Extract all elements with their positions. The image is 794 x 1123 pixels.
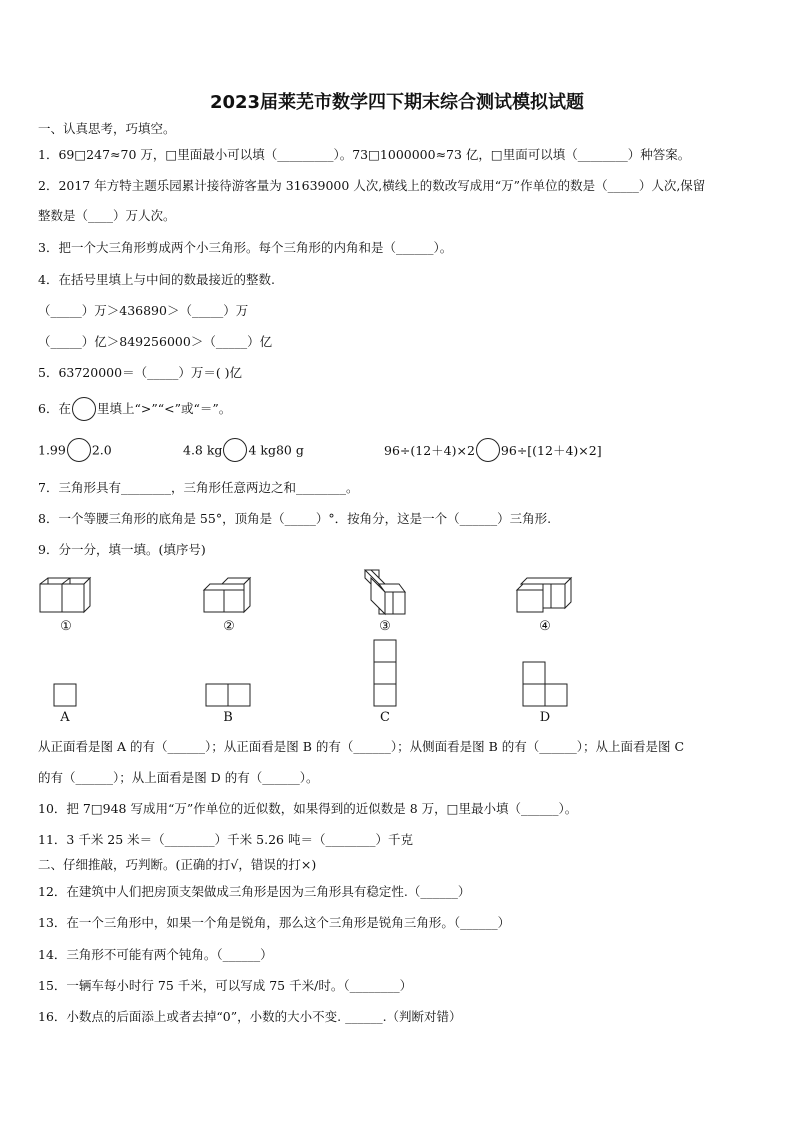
question-12: 12．在建筑中人们把房顶支架做成三角形是因为三角形具有稳定性.（______） [38, 884, 471, 899]
cube-figure-1 [38, 576, 94, 616]
cube-figure-3 [363, 568, 409, 616]
figure-label-3: ③ [379, 619, 391, 634]
question-5: 5．63720000＝（_____）万＝( )亿 [38, 365, 243, 380]
compare-1-right: 2.0 [91, 442, 112, 458]
view-label-b: B [223, 710, 233, 725]
question-4-row-b: （_____）亿＞849256000＞（_____）亿 [38, 334, 273, 349]
question-10: 10．把 7□948 写成用“万”作单位的近似数，如果得到的近似数是 8 万，□里最小填（______）。 [38, 801, 578, 816]
compare-2-right: 4 kg80 g [248, 442, 304, 458]
cube-figure-4 [515, 576, 575, 616]
question-7: 7．三角形具有________，三角形任意两边之和________。 [38, 480, 359, 495]
view-figure-a [53, 683, 77, 707]
view-figure-c [373, 639, 397, 707]
question-2-line1: 2．2017 年方特主题乐园累计接待游客量为 31639000 人次,横线上的数改写成用“万”作单位的数是（_____）人次,保留 [38, 178, 706, 193]
view-label-d: D [539, 710, 551, 725]
compare-item-2 [183, 438, 304, 462]
section-heading-2: 二、仔细推敲，巧判断。(正确的打√，错误的打×) [38, 857, 317, 872]
compare-3-right: 96÷[(12＋4)×2] [500, 443, 602, 458]
section-heading-1: 一、认真思考，巧填空。 [38, 121, 176, 136]
blank-circle-icon [67, 438, 91, 462]
compare-1-left: 1.99 [38, 442, 66, 458]
compare-item-3 [384, 438, 602, 462]
question-3: 3．把一个大三角形剪成两个小三角形。每个三角形的内角和是（______）。 [38, 240, 453, 255]
question-6-suffix: 里填上“>”“<”或“＝”。 [96, 401, 232, 416]
question-9-answer-line2: 的有（______）；从上面看是图 D 的有（______）。 [38, 770, 319, 785]
question-6 [38, 397, 231, 421]
question-16: 16．小数点的后面添上或者去掉“0”，小数的大小不变. ______.（判断对错） [38, 1009, 462, 1024]
view-label-a: A [60, 710, 70, 725]
blank-circle-icon [476, 438, 500, 462]
compare-item-1 [38, 438, 112, 462]
figure-label-1: ① [60, 619, 72, 634]
question-13: 13．在一个三角形中，如果一个角是锐角，那么这个三角形是锐角三角形。（______） [38, 915, 511, 930]
question-15: 15．一辆车每小时行 75 千米，可以写成 75 千米/时。（________） [38, 978, 413, 993]
question-9: 9．分一分，填一填。(填序号) [38, 542, 206, 557]
question-6-prefix: 6．在 [38, 401, 71, 416]
view-figure-b [205, 683, 251, 707]
figure-label-4: ④ [539, 619, 551, 634]
figure-label-2: ② [223, 619, 235, 634]
question-8: 8．一个等腰三角形的底角是 55°，顶角是（_____）°．按角分，这是一个（______）三角形. [38, 511, 552, 526]
question-4-row-a: （_____）万＞436890＞（_____）万 [38, 303, 249, 318]
compare-3-left: 96÷(12＋4)×2 [384, 443, 475, 458]
cube-figure-2 [202, 576, 258, 616]
question-9-answer-line1: 从正面看是图 A 的有（______）；从正面看是图 B 的有（______）；从侧面看是图 B 的有（______）；从上面看是图 C [38, 739, 685, 754]
blank-circle-icon [223, 438, 247, 462]
question-1: 1．69□247≈70 万，□里面最小可以填（_________）。73□1000000≈73 亿，□里面可以填（________）种答案。 [38, 147, 691, 162]
view-label-c: C [380, 710, 390, 725]
page-title: 2023届莱芜市数学四下期末综合测试模拟试题 [209, 92, 585, 113]
compare-2-left: 4.8 kg [183, 442, 223, 458]
question-4: 4．在括号里填上与中间的数最接近的整数. [38, 272, 275, 287]
question-2-line2: 整数是（____）万人次。 [38, 208, 176, 223]
question-14: 14．三角形不可能有两个钝角。（______） [38, 947, 273, 962]
question-11: 11．3 千米 25 米＝（________）千米 5.26 吨＝（________）千克 [38, 832, 413, 847]
blank-circle-icon [72, 397, 96, 421]
view-figure-d [522, 661, 568, 707]
